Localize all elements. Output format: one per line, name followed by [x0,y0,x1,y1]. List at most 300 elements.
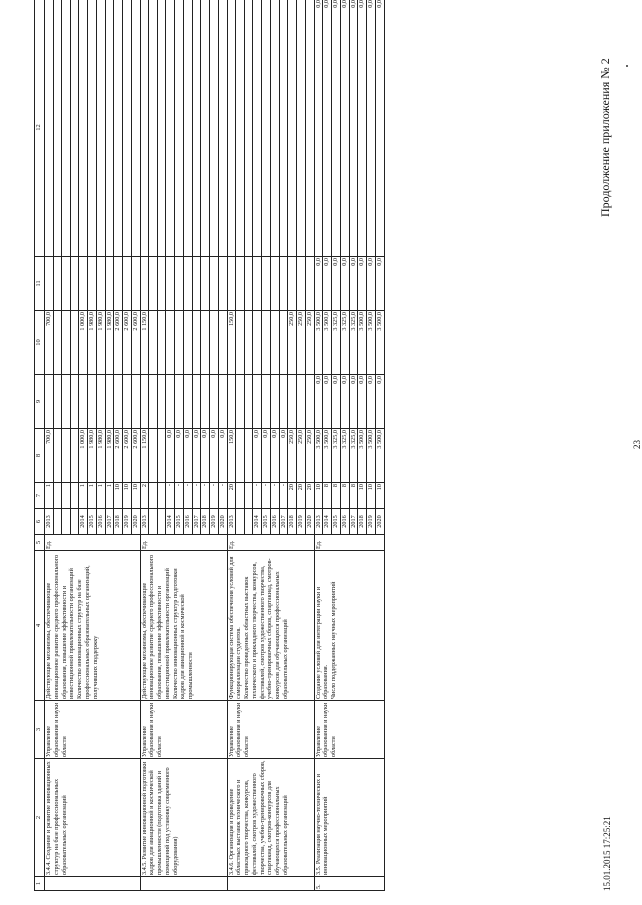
indicator-mechanism: Действующие механизмы, обеспечивающие инновационное развитие среднего профессионального образования, повышение эффективности и инвестиционной привлекательности организаций [45,554,76,699]
table-row [140,0,149,891]
other-funding [218,0,227,257]
other-funding [288,0,297,257]
federal-funding [279,375,288,429]
local-funding [140,257,149,311]
total-funding: 0,0 [183,429,192,483]
page-number: 23 [632,440,642,449]
regional-funding: 1 000,0 [79,311,88,375]
other-funding [244,0,253,257]
local-funding [123,257,132,311]
section-number [45,877,141,891]
federal-funding [62,375,71,429]
regional-funding: 3 325,0 [332,311,341,375]
year-cell: 2013 [140,509,149,535]
year-cell: 2016 [270,509,279,535]
local-funding [201,257,210,311]
year-cell: 2015 [88,509,97,535]
other-funding [279,0,288,257]
column-number: 12 [35,0,45,257]
year-cell: 2014 [323,509,332,535]
total-funding: 3 325,0 [349,429,358,483]
indicator-value: 8 [349,483,358,509]
federal-funding [201,375,210,429]
indicator-count: Количество инновационных структур подготовки кадров для авиационной и космической промышленности [171,568,194,699]
indicator-value: 10 [375,483,384,509]
local-funding [262,257,271,311]
indicator-value [62,483,71,509]
year-cell [62,509,71,535]
total-funding: 3 500,0 [358,429,367,483]
regional-funding: 1 150,0 [140,311,149,375]
regional-funding: 3 500,0 [314,311,323,375]
executor: Управление образования и науки области [314,701,384,759]
other-funding [105,0,114,257]
federal-funding [270,375,279,429]
indicator-count: Количество проведенных областных выставок технического и прикладного творчества, конкурсов, фестивалей, смотров художественного творчества, учебно-тренировочных сборов, спартакиад, смотров-конкурсов для обучающихся профессиональных образовательных организаций [243,558,289,699]
year-cell [244,509,253,535]
regional-funding: 1 980,0 [88,311,97,375]
other-funding [157,0,166,257]
federal-funding [305,375,314,429]
column-number: 3 [35,701,45,759]
indicator-value: - [270,483,279,509]
total-funding: 150,0 [227,429,236,483]
other-funding [53,0,62,257]
regional-funding: 3 500,0 [358,311,367,375]
local-funding [96,257,105,311]
year-cell: 2014 [79,509,88,535]
indicator-value: 20 [227,483,236,509]
year-cell: 2018 [114,509,123,535]
indicator-count: Число поддержанных научных мероприятий [330,581,337,699]
indicator-value: 10 [131,483,140,509]
dot-mark [626,65,628,67]
section-number [140,877,227,891]
total-funding: 250,0 [288,429,297,483]
federal-funding [236,375,245,429]
indicator-cell [227,551,314,701]
total-funding: 2 600,0 [131,429,140,483]
indicator-value: 8 [332,483,341,509]
federal-funding: 0,0 [323,375,332,429]
local-funding: 0,0 [314,257,323,311]
indicator-mechanism: Действующие механизмы, обеспечивающие инновационное развитие среднего профессионального образования, повышение эффективности и инвестиционной привлекательности организаций [140,554,171,699]
year-cell: 2020 [305,509,314,535]
local-funding [70,257,79,311]
regional-funding: 3 500,0 [323,311,332,375]
column-number: 6 [35,509,45,535]
section-number [227,877,314,891]
year-cell [236,509,245,535]
local-funding [166,257,175,311]
federal-funding [149,375,158,429]
total-funding: 0,0 [210,429,219,483]
column-number: 5 [35,535,45,551]
other-funding [210,0,219,257]
column-number: 11 [35,257,45,311]
executor: Управление образования и науки области [227,701,314,759]
program-table [34,0,385,891]
measure-name: 3.4.5. Развитие инновационной подготовки кадров для авиационной и космической промышленности (подготовка зданий и помещений под установку современного оборудования) [140,759,227,877]
local-funding: 0,0 [375,257,384,311]
year-cell: 2013 [45,509,54,535]
indicator-value [236,483,245,509]
year-cell [70,509,79,535]
year-cell: 2019 [297,509,306,535]
regional-funding [53,311,62,375]
regional-funding [262,311,271,375]
total-funding: 3 500,0 [314,429,323,483]
other-funding [62,0,71,257]
year-cell: 2018 [358,509,367,535]
total-funding: 0,0 [262,429,271,483]
federal-funding: 0,0 [332,375,341,429]
local-funding [227,257,236,311]
year-cell: 2016 [96,509,105,535]
indicator-value: 10 [314,483,323,509]
year-cell: 2019 [123,509,132,535]
total-funding [149,429,158,483]
indicator-value: 10 [123,483,132,509]
other-funding [149,0,158,257]
indicator-value: 1 [105,483,114,509]
indicator-value: - [279,483,288,509]
federal-funding: 0,0 [349,375,358,429]
indicator-value: 8 [340,483,349,509]
local-funding: 0,0 [358,257,367,311]
year-cell: 2018 [201,509,210,535]
regional-funding [70,311,79,375]
regional-funding [201,311,210,375]
year-cell: 2016 [183,509,192,535]
other-funding: 0,0 [349,0,358,257]
other-funding [123,0,132,257]
local-funding [157,257,166,311]
indicator-value: - [262,483,271,509]
federal-funding [105,375,114,429]
table-row [45,0,54,891]
federal-funding [175,375,184,429]
year-cell: 2013 [227,509,236,535]
indicator-value [149,483,158,509]
federal-funding [227,375,236,429]
local-funding [297,257,306,311]
year-cell [53,509,62,535]
federal-funding [210,375,219,429]
total-funding: 2 600,0 [123,429,132,483]
year-cell: 2019 [210,509,219,535]
year-cell: 2017 [192,509,201,535]
other-funding: 0,0 [375,0,384,257]
indicator-value: 8 [323,483,332,509]
federal-funding [53,375,62,429]
year-cell: 2017 [349,509,358,535]
total-funding [157,429,166,483]
total-funding [62,429,71,483]
indicator-value [70,483,79,509]
regional-funding [192,311,201,375]
regional-funding: 3 325,0 [349,311,358,375]
indicator-value: - [253,483,262,509]
federal-funding [140,375,149,429]
regional-funding: 1 980,0 [105,311,114,375]
measure-name: 3.4.6. Организация и проведение областных выставок технического и прикладного творчества, конкурсов, фестивалей, смотров художественного творчества, учебно-тренировочных сборов, спартакиад, смотров-конкурсов для обучающихся профессиональных образовательных организаций [227,759,314,877]
regional-funding: 700,0 [45,311,54,375]
regional-funding: 3 325,0 [340,311,349,375]
indicator-value: 1 [79,483,88,509]
total-funding: 0,0 [166,429,175,483]
regional-funding: 250,0 [288,311,297,375]
federal-funding [288,375,297,429]
year-cell: 2017 [279,509,288,535]
total-funding: 250,0 [305,429,314,483]
total-funding: 250,0 [297,429,306,483]
table-row [314,0,323,891]
total-funding: 1 000,0 [79,429,88,483]
federal-funding: 0,0 [358,375,367,429]
indicator-value: 20 [297,483,306,509]
federal-funding [70,375,79,429]
federal-funding [123,375,132,429]
indicator-value: - [201,483,210,509]
regional-funding [166,311,175,375]
local-funding [149,257,158,311]
federal-funding [45,375,54,429]
year-cell: 2016 [340,509,349,535]
local-funding: 0,0 [323,257,332,311]
other-funding [297,0,306,257]
federal-funding [218,375,227,429]
other-funding [45,0,54,257]
year-cell: 2020 [375,509,384,535]
total-funding: 700,0 [45,429,54,483]
indicator-value [53,483,62,509]
other-funding [262,0,271,257]
total-funding [53,429,62,483]
indicator-value: - [210,483,219,509]
unit: Ед. [140,535,227,551]
indicator-mechanism: Функционирующая система обеспечения условий для самореализации студентов. [227,556,243,699]
indicator-value: 1 [45,483,54,509]
indicator-cell [45,551,141,701]
indicator-value: 10 [367,483,376,509]
local-funding [253,257,262,311]
year-cell [157,509,166,535]
other-funding [305,0,314,257]
other-funding [88,0,97,257]
indicator-value: 10 [114,483,123,509]
total-funding: 0,0 [192,429,201,483]
local-funding [244,257,253,311]
indicator-value [244,483,253,509]
local-funding: 0,0 [349,257,358,311]
regional-funding [62,311,71,375]
local-funding: 0,0 [367,257,376,311]
federal-funding [79,375,88,429]
other-funding: 0,0 [323,0,332,257]
federal-funding [131,375,140,429]
executor: Управление образования и науки области [45,701,141,759]
header-row [35,0,45,891]
regional-funding [149,311,158,375]
total-funding [70,429,79,483]
total-funding: 0,0 [270,429,279,483]
federal-funding [183,375,192,429]
column-number: 8 [35,429,45,483]
regional-funding: 250,0 [305,311,314,375]
indicator-value: - [218,483,227,509]
regional-funding [210,311,219,375]
year-cell: 2014 [166,509,175,535]
other-funding [166,0,175,257]
local-funding [236,257,245,311]
regional-funding [244,311,253,375]
indicator-value: 10 [358,483,367,509]
indicator-value: 1 [88,483,97,509]
indicator-count: Количество инновационных структур на базе профессиональных образовательных организаций, получивших поддержку [76,565,99,699]
year-cell: 2020 [218,509,227,535]
year-cell: 2013 [314,509,323,535]
measure-name: 3.4.4. Создание и развитие инновационных структур на базе профессиональных образовательных организаций [45,759,141,877]
federal-funding: 0,0 [340,375,349,429]
federal-funding [244,375,253,429]
column-number: 2 [35,759,45,877]
local-funding [53,257,62,311]
local-funding [79,257,88,311]
federal-funding [88,375,97,429]
measure-name: 3.5. Реализация научно-технических и инновационных мероприятий [314,759,384,877]
other-funding [270,0,279,257]
indicator-cell [140,551,227,701]
federal-funding [96,375,105,429]
federal-funding [157,375,166,429]
other-funding [227,0,236,257]
regional-funding: 2 600,0 [123,311,132,375]
indicator-value: - [192,483,201,509]
total-funding: 0,0 [218,429,227,483]
unit: Ед. [314,535,384,551]
other-funding [201,0,210,257]
local-funding [279,257,288,311]
total-funding: 3 325,0 [332,429,341,483]
other-funding: 0,0 [340,0,349,257]
local-funding [175,257,184,311]
local-funding [218,257,227,311]
other-funding: 0,0 [358,0,367,257]
federal-funding: 0,0 [314,375,323,429]
federal-funding [114,375,123,429]
other-funding [140,0,149,257]
indicator-value: - [183,483,192,509]
regional-funding [279,311,288,375]
regional-funding [253,311,262,375]
year-cell: 2017 [105,509,114,535]
local-funding [45,257,54,311]
federal-funding [166,375,175,429]
local-funding [270,257,279,311]
total-funding: 2 600,0 [114,429,123,483]
regional-funding: 2 600,0 [114,311,123,375]
indicator-value: 2 [140,483,149,509]
total-funding: 3 500,0 [367,429,376,483]
regional-funding: 2 600,0 [131,311,140,375]
regional-funding: 1 980,0 [96,311,105,375]
year-cell: 2020 [131,509,140,535]
page-title: Продолжение приложения № 2 [598,58,612,217]
regional-funding [236,311,245,375]
unit: Ед. [45,535,141,551]
total-funding: 0,0 [201,429,210,483]
other-funding [175,0,184,257]
local-funding [305,257,314,311]
regional-funding: 150,0 [227,311,236,375]
regional-funding [157,311,166,375]
total-funding [244,429,253,483]
other-funding [79,0,88,257]
regional-funding [218,311,227,375]
other-funding: 0,0 [332,0,341,257]
year-cell: 2015 [332,509,341,535]
total-funding: 1 980,0 [88,429,97,483]
column-number: 9 [35,375,45,429]
indicator-mechanism: Создание условий для интеграции науки и образования. [314,586,330,699]
other-funding [96,0,105,257]
indicator-value: 20 [288,483,297,509]
other-funding [70,0,79,257]
regional-funding: 250,0 [297,311,306,375]
total-funding [236,429,245,483]
executor: Управление образования и науки области [140,701,227,759]
year-cell: 2019 [367,509,376,535]
local-funding [131,257,140,311]
federal-funding [262,375,271,429]
total-funding: 0,0 [253,429,262,483]
federal-funding [192,375,201,429]
column-number: 7 [35,483,45,509]
other-funding [192,0,201,257]
other-funding [183,0,192,257]
year-cell: 2014 [253,509,262,535]
unit: Ед. [227,535,314,551]
local-funding: 0,0 [332,257,341,311]
regional-funding [183,311,192,375]
total-funding: 3 500,0 [323,429,332,483]
other-funding [131,0,140,257]
year-cell [149,509,158,535]
local-funding [192,257,201,311]
regional-funding: 3 500,0 [367,311,376,375]
table-row [227,0,236,891]
federal-funding: 0,0 [375,375,384,429]
local-funding [288,257,297,311]
federal-funding: 0,0 [367,375,376,429]
footer-datetime: 15.01.2015 17:25:21 [602,816,612,891]
regional-funding [175,311,184,375]
total-funding: 1 980,0 [96,429,105,483]
section-number: 5. [314,877,384,891]
local-funding [183,257,192,311]
other-funding: 0,0 [314,0,323,257]
other-funding [253,0,262,257]
local-funding [88,257,97,311]
total-funding: 3 325,0 [340,429,349,483]
total-funding: 3 500,0 [375,429,384,483]
year-cell: 2015 [262,509,271,535]
federal-funding [297,375,306,429]
local-funding [62,257,71,311]
indicator-value: - [166,483,175,509]
indicator-value [157,483,166,509]
